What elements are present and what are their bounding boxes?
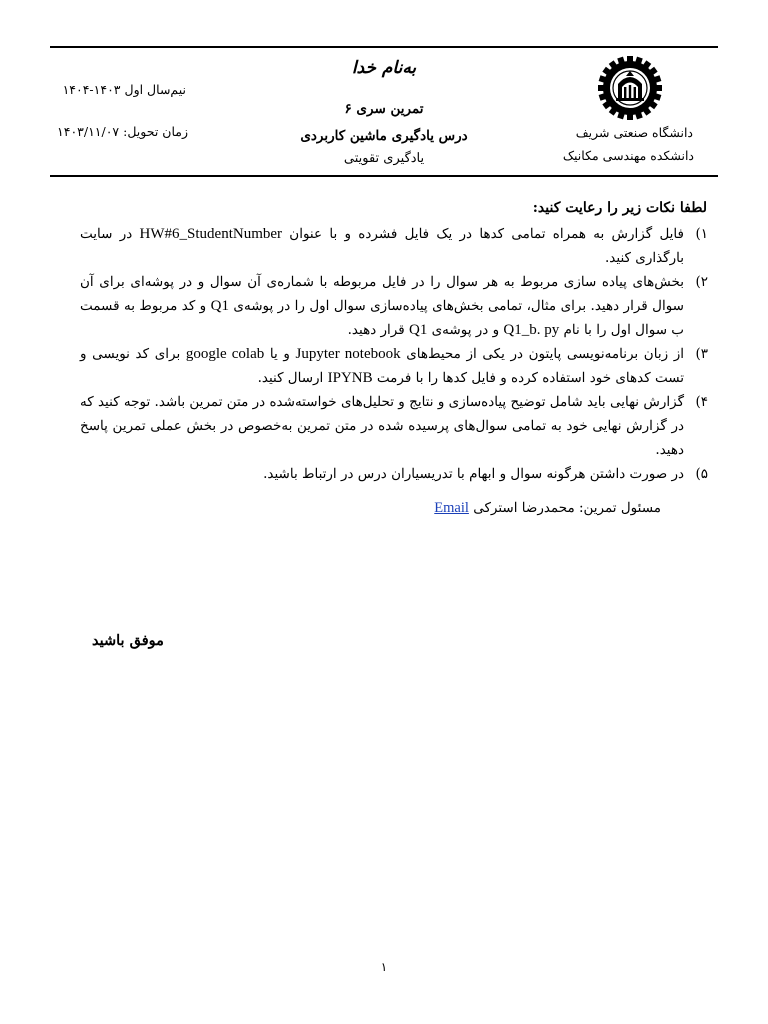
header-top-rule	[50, 46, 718, 48]
logo-gear-tooth	[598, 85, 606, 91]
environment-name: Jupyter notebook	[295, 346, 401, 362]
item-text: ارسال کنید.	[257, 370, 328, 386]
item-number: ۴)	[695, 394, 708, 410]
logo-gear-tooth	[627, 56, 633, 64]
folder-name-code: Q1	[408, 322, 428, 338]
email-link[interactable]: Email	[434, 500, 469, 516]
item-text: و در پوشه‌ی	[427, 322, 504, 338]
list-item	[80, 270, 708, 342]
item-text: در سایت بارگذاری کنید.	[80, 226, 684, 266]
logo-gear-tooth	[627, 112, 633, 120]
contact-label: مسئول تمرین: محمدرضا استرکی	[468, 500, 661, 516]
item-text: برای کد نویسی و تست کدهای خود استفاده کرده و فایل کدها را با فرمت	[80, 346, 684, 386]
folder-name-code: Q1	[210, 298, 229, 314]
list-item	[80, 342, 708, 390]
notes-list	[80, 222, 708, 486]
contact-line	[434, 498, 661, 518]
item-text: و کد مربوط به قسمت ب سوال اول را با نام	[80, 298, 684, 338]
item-text: از زبان برنامه‌نویسی پایتون در یکی از محیط‌های	[400, 346, 685, 362]
semester-label: نیم‌سال اول ۱۴۰۳-۱۴۰۴	[62, 82, 186, 97]
environment-name: google colab	[185, 346, 265, 362]
item-number: ۲)	[695, 274, 708, 290]
item-number: ۵)	[695, 466, 708, 482]
item-text: فایل گزارش به همراه تمامی کدها در یک فایل فشرده و با عنوان	[282, 226, 684, 242]
university-logo	[596, 54, 664, 122]
item-number: ۳)	[695, 346, 708, 362]
list-item	[80, 462, 708, 486]
homework-title: تمرین سری ۶	[344, 101, 424, 117]
file-name-code: HW#6_StudentNumber	[139, 226, 283, 242]
item-number: ۱)	[695, 226, 708, 242]
item-text: بخش‌های پیاده سازی مربوط به هر سوال را در فایل مربوطه با شماره‌ی آن سوال و در پوشه‌ای برای آن سوال قرار دهید. برای مثال، تمامی بخش‌های پیاده‌سازی سوال اول را در پوشه‌ی	[80, 274, 684, 314]
file-name-code: Q1_b. py	[503, 322, 560, 338]
deadline-label: زمان تحویل: ۱۴۰۳/۱۱/۰۷	[57, 124, 188, 139]
besmellah-heading: به‌نام خدا	[351, 58, 417, 78]
department-name: دانشکده مهندسی مکانیک	[562, 148, 694, 163]
closing-text: موفق باشید	[92, 632, 164, 649]
header-bottom-rule	[50, 175, 718, 177]
university-name: دانشگاه صنعتی شریف	[575, 125, 693, 140]
course-title: درس یادگیری ماشین کاربردی	[300, 128, 468, 144]
page-number: ۱	[380, 960, 388, 974]
item-text: قرار دهید.	[347, 322, 409, 338]
notes-heading: لطفا نکات زیر را رعایت کنید:	[532, 200, 707, 216]
course-subtitle: یادگیری تقویتی	[343, 151, 425, 166]
item-text: و یا	[264, 346, 296, 362]
item-text: گزارش نهایی باید شامل توضیح پیاده‌سازی و نتایج و تحلیل‌های خواسته‌شده در متن تمرین باشد. توجه کنید که در گزارش نهایی خود به تمامی سوال‌های پرسیده شده در متن تمرین به‌خصوص در بخش عملی تمرین پاسخ دهید.	[80, 394, 684, 458]
format-name: IPYNB	[327, 370, 373, 386]
logo-gear-tooth	[654, 85, 662, 91]
list-item	[80, 390, 708, 462]
item-text: در صورت داشتن هرگونه سوال و ابهام با تدریسیاران درس در ارتباط باشید.	[263, 466, 684, 482]
list-item	[80, 222, 708, 270]
